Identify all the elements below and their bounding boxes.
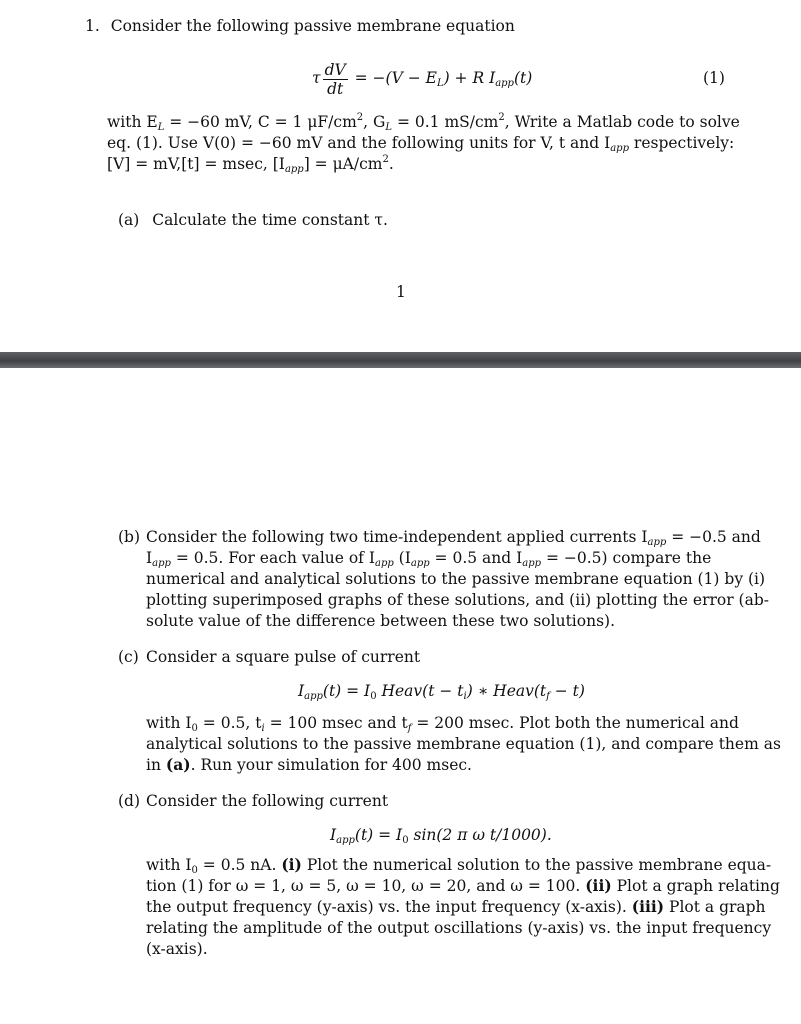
part-d-line-2: tion (1) for ω = 1, ω = 5, ω = 10, ω = 20, and ω = 100. (ii) Plot a graph relating (146, 876, 780, 895)
part-c-intro: Consider a square pulse of current (146, 648, 421, 666)
eq-rhs-1: = −(V − E (349, 69, 437, 87)
eq-sub-l: L (436, 78, 444, 89)
eq-tau: τ (312, 69, 321, 87)
part-b-line-4: plotting superimposed graphs of these solutions, and (ii) plotting the error (ab- (146, 591, 769, 609)
part-d-label: (d) (118, 792, 141, 810)
page-number: 1 (396, 283, 406, 301)
part-d-line-5: (x-axis). (146, 940, 208, 958)
part-c-label: (c) (118, 648, 139, 666)
page-1 (0, 0, 801, 352)
part-c-equation: $I_{app}(t) = I_0$ Heav(t − $t_i$) ∗ $Heav(t_f - t)$ (298, 682, 585, 702)
part-b-label: (b) (118, 528, 141, 546)
params-line-2: eq. (1). Use V(0) = −60 mV and the following units for V, t and $I_{app}$ respectively: (107, 134, 735, 154)
part-d-line-1: with $I_0 = 0.5$ nA. (i) Plot the numerical solution to the passive membrane equa- (146, 855, 772, 876)
part-a-label: (a) (118, 211, 140, 229)
problem-intro: Consider the following passive membrane equation (110, 17, 515, 35)
problem-number: 1. (85, 17, 100, 35)
eq-rhs-3: (t) (513, 69, 533, 87)
part-c-line-1: with $I_0 = 0.5$, $t_i = 100$ msec and $t_f = 200$ msec. Plot both the numerical and (146, 714, 739, 734)
part-a-text: Calculate the time constant τ. (152, 211, 388, 229)
part-d-line-4: relating the amplitude of the output oscillations (y-axis) vs. the input frequency (146, 919, 772, 937)
eq-sub-app: app (495, 78, 514, 89)
eq-derivative (323, 61, 348, 98)
part-a (118, 210, 388, 230)
part-b-line-2: $I_{app} = 0.5$. For each value of $I_{app}$ ($I_{app} = 0.5$ and $I_{app} = -0.5$) compare the (146, 549, 712, 569)
params-line-3: [V] = mV,[t] = msec, $[I_{app}] = \mu A/cm^2$. (107, 154, 394, 175)
part-b-line-1: Consider the following two time-independent applied currents $I_{app} = -0.5$ and (146, 528, 761, 548)
part-c-line-2: analytical solutions to the passive membrane equation (1), and compare them as (146, 735, 781, 753)
membrane-equation (312, 58, 532, 98)
part-d-line-3: the output frequency (y-axis) vs. the input frequency (x-axis). (iii) Plot a graph (146, 897, 766, 916)
params-line-1: with $E_L = -60$ mV, C = 1 $\mu F/cm^2$, $G_L = 0.1$ $mS/cm^2$, Write a Matlab code to solve (107, 112, 740, 133)
part-b-line-5: solute value of the difference between these two solutions). (146, 612, 616, 630)
part-d-equation: $I_{app}(t) = I_0$ sin(2 π ω t/1000). (330, 826, 552, 846)
part-d-intro: Consider the following current (146, 792, 389, 810)
equation-label: (1) (703, 69, 725, 87)
problem-heading (85, 16, 515, 36)
eq-rhs-2: ) + R I (443, 69, 496, 87)
part-c-line-3: in (a). Run your simulation for 400 msec. (146, 755, 472, 774)
page-2 (0, 368, 801, 1024)
page-divider (0, 352, 801, 368)
part-b-line-3: numerical and analytical solutions to the passive membrane equation (1) by (i) (146, 570, 766, 588)
eq-frac-den: dt (327, 79, 344, 98)
eq-frac-num: dV (324, 60, 346, 79)
